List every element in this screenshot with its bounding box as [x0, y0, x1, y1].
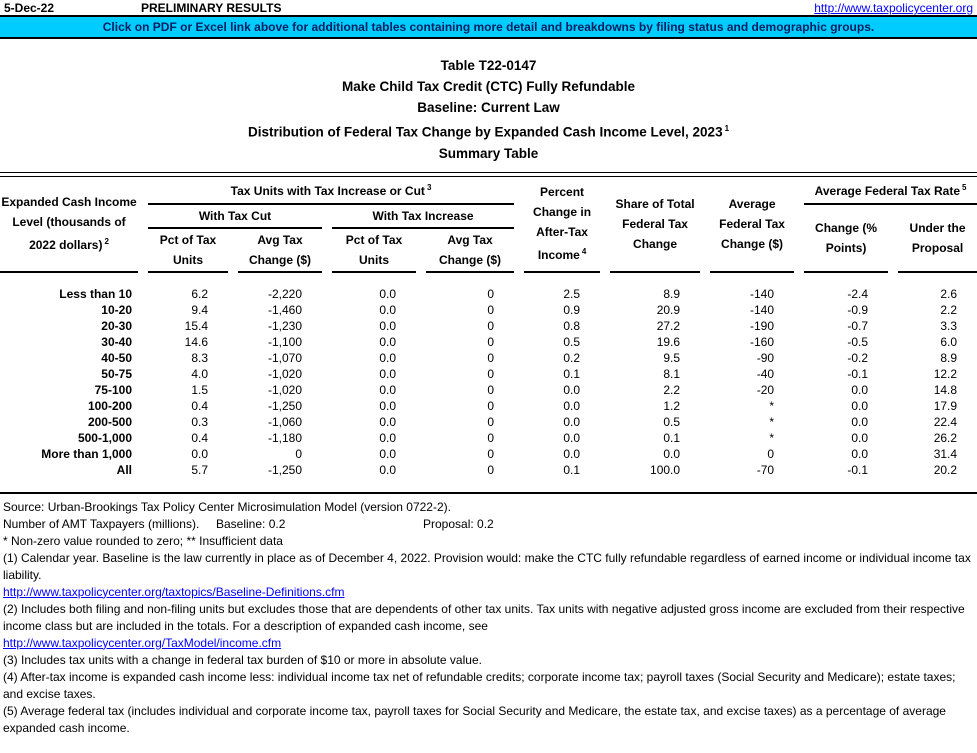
- header-pct-units-cut: Pct of Tax Units: [148, 229, 228, 273]
- value-cell: 9.4: [191, 302, 208, 317]
- income-level-cell: All: [116, 462, 132, 477]
- value-cell: 8.9: [940, 350, 958, 365]
- header-pct-change-after-tax-income: Percent Change in After-Tax Income $^4$: [524, 177, 600, 273]
- baseline-definitions-link[interactable]: http://www.taxpolicycenter.org/taxtopics/Baseline-Definitions.cfm: [3, 584, 345, 599]
- value-cell: 0.0: [563, 398, 581, 413]
- value-cell: -1,020: [267, 382, 302, 397]
- value-cell: 20.2: [933, 462, 958, 477]
- table-title: Make Child Tax Credit (CTC) Fully Refundable: [341, 79, 636, 94]
- summary-table: [0, 177, 977, 478]
- value-cell: 19.6: [656, 334, 681, 349]
- value-cell: 2.2: [663, 382, 681, 397]
- footnote-ref-3: 3: [426, 183, 432, 192]
- value-cell: -2,220: [267, 286, 302, 301]
- value-cell: 6.0: [940, 334, 958, 349]
- value-cell: 0.1: [563, 462, 581, 477]
- value-cell: 0.0: [379, 366, 396, 381]
- value-cell: 0.9: [563, 302, 581, 317]
- value-cell: 0.8: [563, 318, 581, 333]
- table-body: [0, 273, 977, 478]
- info-banner: [0, 17, 977, 39]
- value-cell: 0: [295, 446, 302, 461]
- value-cell: 6.2: [191, 286, 208, 301]
- preliminary-results-label: PRELIMINARY RESULTS: [141, 1, 282, 15]
- footnote-3: (3) Includes tax units with a change in federal tax burden of $10 or more in absolute value.: [3, 652, 482, 667]
- value-cell: 8.9: [663, 286, 681, 301]
- table-row: [0, 398, 977, 414]
- value-cell: -1,250: [267, 462, 302, 477]
- value-cell: -190: [750, 318, 775, 333]
- value-cell: -0.7: [847, 318, 869, 333]
- value-cell: 0.0: [379, 286, 396, 301]
- value-cell: 0: [487, 286, 495, 301]
- value-cell: 0.0: [851, 414, 869, 429]
- value-cell: 2.5: [563, 286, 581, 301]
- footnote-1: (1) Calendar year. Baseline is the law currently in place as of December 4, 2022. Provision would: make the CTC fully refundable regardless of earned income or individual income tax liability.: [3, 550, 971, 582]
- value-cell: 0: [487, 398, 495, 413]
- footnote-ref-1: 1: [724, 124, 730, 133]
- income-level-cell: 75-100: [94, 382, 132, 397]
- value-cell: 0: [487, 414, 495, 429]
- value-cell: 0.0: [379, 318, 396, 333]
- table-row: [0, 318, 977, 334]
- value-cell: 17.9: [933, 398, 958, 413]
- value-cell: -0.2: [847, 350, 869, 365]
- value-cell: 0.0: [379, 446, 396, 461]
- value-cell: 0.0: [563, 430, 581, 445]
- income-level-cell: 200-500: [87, 414, 132, 429]
- income-level-cell: 100-200: [87, 398, 132, 413]
- value-cell: 26.2: [933, 430, 958, 445]
- header-group-tax-units: Tax Units with Tax Increase or Cut $^3$: [148, 177, 514, 205]
- header-avg-federal-tax-change: Average Federal Tax Change ($): [710, 177, 794, 273]
- income-level-cell: 50-75: [101, 366, 132, 381]
- value-cell: 0.0: [563, 414, 581, 429]
- value-cell: -1,230: [267, 318, 302, 333]
- income-level-cell: Less than 10: [59, 286, 132, 301]
- value-cell: 0.0: [379, 302, 396, 317]
- value-cell: -1,100: [267, 334, 302, 349]
- header-with-tax-cut: With Tax Cut: [148, 205, 322, 229]
- footnote-2: (2) Includes both filing and non-filing units but excludes those that are dependents of other tax units. Tax units with negative adjusted gross income are excluded from their respective income class but are included in the totals. For a description of expanded cash income, see: [3, 601, 965, 633]
- value-cell: -160: [750, 334, 775, 349]
- table-row: [0, 350, 977, 366]
- header-share-total-change: Share of Total Federal Tax Change: [610, 177, 700, 273]
- value-cell: 0.4: [191, 398, 208, 413]
- amt-proposal-value: Proposal: 0.2: [423, 516, 494, 531]
- footnote-4: (4) After-tax income is expanded cash income less: individual income tax net of refundable credits; corporate income tax; payroll taxes (Social Security and Medicare); estate taxes; and excise taxes.: [3, 669, 956, 701]
- value-cell: 8.1: [663, 366, 681, 381]
- value-cell: -0.5: [847, 334, 869, 349]
- header-rate-under-proposal: Under the Proposal: [898, 205, 977, 273]
- footnote-ref-2: 2: [104, 237, 109, 246]
- value-cell: -1,460: [267, 302, 302, 317]
- info-banner-text: Click on PDF or Excel link above for additional tables containing more detail and breakdowns by filing status and demographic groups.: [102, 20, 875, 34]
- value-cell: 14.8: [933, 382, 958, 397]
- value-cell: 9.5: [663, 350, 681, 365]
- value-cell: 0.0: [379, 414, 396, 429]
- value-cell: -90: [756, 350, 775, 365]
- value-cell: 0.0: [379, 382, 396, 397]
- table-row: [0, 302, 977, 318]
- top-bar: [0, 0, 977, 17]
- value-cell: -140: [750, 286, 775, 301]
- header-group-avg-federal-tax-rate: Average Federal Tax Rate $^5$: [804, 177, 977, 205]
- header-avg-change-cut: Avg Tax Change ($): [238, 229, 322, 273]
- income-level-cell: More than 1,000: [41, 446, 132, 461]
- value-cell: 0.0: [851, 446, 869, 461]
- amt-label: Number of AMT Taxpayers (millions).: [3, 516, 200, 531]
- title-block: [0, 55, 977, 164]
- value-cell: *: [769, 414, 775, 429]
- value-cell: 0: [487, 318, 495, 333]
- value-cell: 2.6: [940, 286, 958, 301]
- header-rate-change-points: Change (% Points): [804, 205, 888, 273]
- value-cell: -140: [750, 302, 775, 317]
- footnotes: [0, 494, 977, 737]
- table-row: [0, 430, 977, 446]
- value-cell: -0.1: [847, 366, 869, 381]
- table-row: [0, 462, 977, 478]
- value-cell: 31.4: [933, 446, 958, 461]
- value-cell: -1,060: [267, 414, 302, 429]
- value-cell: 0.0: [851, 430, 869, 445]
- value-cell: 0.0: [191, 446, 208, 461]
- income-level-cell: 40-50: [101, 350, 132, 365]
- value-cell: 0.3: [191, 414, 208, 429]
- value-cell: -70: [756, 462, 775, 477]
- value-cell: 3.3: [940, 318, 958, 333]
- amt-taxpayers-line: [3, 516, 974, 533]
- footnote-ref-5: 5: [962, 183, 967, 192]
- summary-table-label: Summary Table: [438, 145, 539, 161]
- income-level-cell: 10-20: [101, 302, 132, 317]
- table-number: Table T22-0147: [440, 58, 537, 73]
- report-date: 5-Dec-22: [4, 1, 55, 15]
- table-row: [0, 334, 977, 350]
- value-cell: -0.1: [847, 462, 869, 477]
- value-cell: 0: [487, 382, 495, 397]
- header-with-tax-increase: With Tax Increase: [332, 205, 514, 229]
- value-cell: *: [769, 398, 775, 413]
- value-cell: 0: [487, 430, 495, 445]
- income-level-cell: 30-40: [101, 334, 132, 349]
- value-cell: 20.9: [656, 302, 681, 317]
- income-level-cell: 500-1,000: [77, 430, 132, 445]
- value-cell: 0: [487, 334, 495, 349]
- footnote-ref-4: 4: [581, 247, 587, 256]
- value-cell: 8.3: [191, 350, 208, 365]
- value-cell: -2.4: [847, 286, 869, 301]
- value-cell: 0: [487, 302, 495, 317]
- value-cell: 0.0: [379, 350, 396, 365]
- amt-baseline-value: Baseline: 0.2: [216, 516, 286, 531]
- table-row: [0, 366, 977, 382]
- value-cell: 15.4: [184, 318, 208, 333]
- value-cell: 0.0: [851, 382, 869, 397]
- value-cell: 2.2: [940, 302, 958, 317]
- header-pct-units-increase: Pct of Tax Units: [332, 229, 416, 273]
- table-row: [0, 446, 977, 462]
- value-cell: 0.0: [663, 446, 681, 461]
- value-cell: 100.0: [650, 462, 681, 477]
- value-cell: *: [769, 430, 775, 445]
- value-cell: 0.2: [563, 350, 581, 365]
- header-income-level: Expanded Cash Income Level (thousands of 2022 dollars) $^2$: [0, 177, 138, 273]
- value-cell: -1,020: [267, 366, 302, 381]
- value-cell: 4.0: [191, 366, 208, 381]
- value-cell: 0.0: [379, 430, 396, 445]
- table-row: [0, 414, 977, 430]
- baseline-subtitle: Baseline: Current Law: [417, 100, 560, 115]
- value-cell: 0.4: [191, 430, 208, 445]
- source-note: Source: Urban-Brookings Tax Policy Center Microsimulation Model (version 0722-2).: [3, 499, 451, 514]
- table-row: [0, 273, 977, 302]
- value-cell: 0.1: [663, 430, 681, 445]
- value-cell: 0.0: [563, 446, 581, 461]
- rounding-note: * Non-zero value rounded to zero; ** Insufficient data: [3, 533, 283, 548]
- value-cell: -20: [756, 382, 775, 397]
- value-cell: -1,180: [267, 430, 302, 445]
- value-cell: 0: [767, 446, 775, 461]
- value-cell: 0.0: [851, 398, 869, 413]
- taxpolicycenter-link[interactable]: http://www.taxpolicycenter.org: [814, 1, 973, 15]
- value-cell: 12.2: [933, 366, 958, 381]
- value-cell: 0: [487, 462, 495, 477]
- value-cell: 0: [487, 366, 495, 381]
- value-cell: -1,250: [267, 398, 302, 413]
- value-cell: 0.1: [563, 366, 581, 381]
- value-cell: 0: [487, 446, 495, 461]
- value-cell: 0.0: [379, 398, 396, 413]
- value-cell: -0.9: [847, 302, 869, 317]
- table-row: [0, 382, 977, 398]
- value-cell: 22.4: [933, 414, 958, 429]
- value-cell: 0.0: [563, 382, 581, 397]
- distribution-subtitle: Distribution of Federal Tax Change by Expanded Cash Income Level, 2023 $^1$: [247, 124, 730, 140]
- value-cell: 1.2: [663, 398, 681, 413]
- value-cell: 5.7: [191, 462, 208, 477]
- value-cell: 0: [487, 350, 495, 365]
- value-cell: 14.6: [184, 334, 208, 349]
- value-cell: 0.5: [663, 414, 681, 429]
- value-cell: -40: [756, 366, 775, 381]
- header-avg-change-increase: Avg Tax Change ($): [426, 229, 514, 273]
- value-cell: 0.0: [379, 462, 396, 477]
- value-cell: -1,070: [267, 350, 302, 365]
- footnote-5: (5) Average federal tax (includes individual and corporate income tax, payroll taxes for Social Security and Medicare, the estate tax, and excise taxes) as a percentage of average expanded cash income.: [3, 703, 946, 735]
- value-cell: 0.5: [563, 334, 581, 349]
- value-cell: 1.5: [191, 382, 208, 397]
- value-cell: 27.2: [656, 318, 681, 333]
- income-level-cell: 20-30: [101, 318, 132, 333]
- income-definition-link[interactable]: http://www.taxpolicycenter.org/TaxModel/income.cfm: [3, 635, 282, 650]
- value-cell: 0.0: [379, 334, 396, 349]
